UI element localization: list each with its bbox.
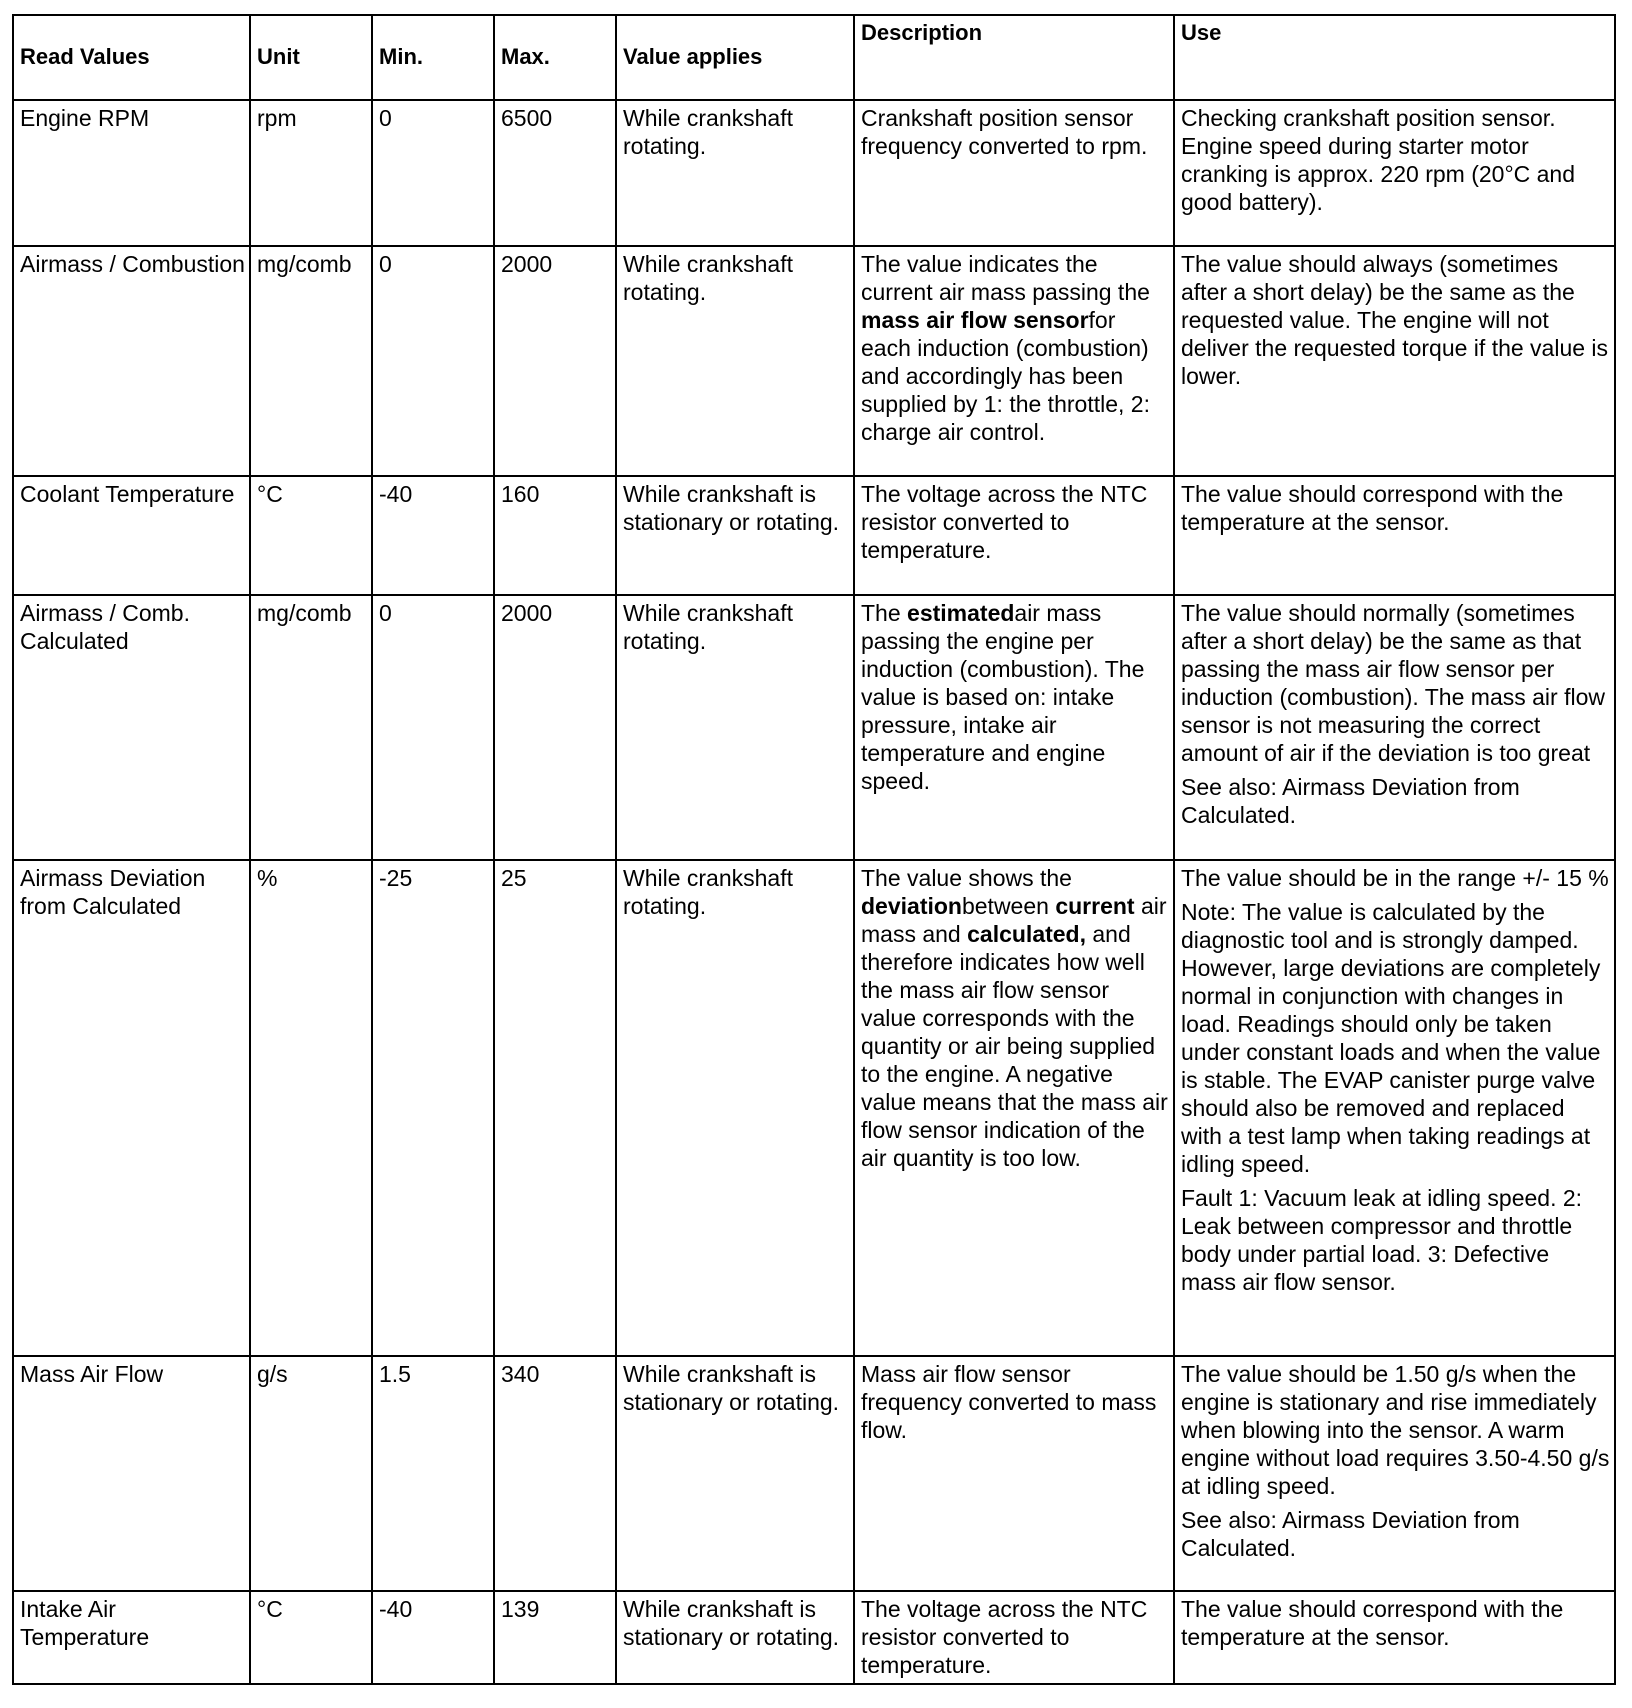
cell-value-applies: While crankshaft rotating. — [616, 860, 854, 1356]
cell-description — [854, 246, 1174, 476]
cell-read-value: Intake Air Temperature — [13, 1591, 250, 1684]
table-row — [13, 860, 1615, 1356]
cell-use — [1174, 1591, 1615, 1684]
cell-use — [1174, 100, 1615, 246]
cell-description: Mass air flow sensor frequency converted to mass flow. — [854, 1356, 1174, 1591]
table-row — [13, 100, 1615, 246]
cell-use — [1174, 595, 1615, 860]
cell-read-value: Airmass Deviation from Calculated — [13, 860, 250, 1356]
cell-value-applies: While crankshaft is stationary or rotating. — [616, 1356, 854, 1591]
description-emphasis: calculated, — [967, 921, 1086, 947]
cell-min: -40 — [372, 476, 494, 595]
cell-use — [1174, 1356, 1615, 1591]
table-row — [13, 246, 1615, 476]
cell-read-value: Coolant Temperature — [13, 476, 250, 595]
cell-max: 160 — [494, 476, 616, 595]
cell-unit: g/s — [250, 1356, 372, 1591]
cell-min: -25 — [372, 860, 494, 1356]
cell-description: The voltage across the NTC resistor converted to temperature. — [854, 476, 1174, 595]
cell-min: 1.5 — [372, 1356, 494, 1591]
cell-value-applies: While crankshaft rotating. — [616, 246, 854, 476]
description-emphasis: estimated — [907, 600, 1015, 626]
description-text: The value shows the — [861, 865, 1072, 891]
cell-unit: mg/comb — [250, 595, 372, 860]
use-paragraph: Note: The value is calculated by the diagnostic tool and is strongly damped. However, large deviations are completely normal in conjunction with changes in load. Readings should only be taken under constant loads and when the value is stable. The EVAP canister purge valve should also be removed and replaced with a test lamp when taking readings at idling speed. — [1181, 899, 1601, 1177]
description-text: and therefore indicates how well the mass air flow sensor value corresponds with the quantity or air being supplied to the engine. A negative value means that the mass air flow sensor indication of the air quantity is too low. — [861, 921, 1168, 1171]
description-text: air mass and — [861, 893, 1167, 947]
description-emphasis: mass air flow sensor — [861, 307, 1089, 333]
cell-read-value: Mass Air Flow — [13, 1356, 250, 1591]
cell-use — [1174, 246, 1615, 476]
cell-read-value: Engine RPM — [13, 100, 250, 246]
use-paragraph: The value should be in the range +/- 15 % — [1181, 865, 1609, 891]
cell-min: 0 — [372, 246, 494, 476]
use-paragraph: See also: Airmass Deviation from Calculated. — [1181, 1507, 1520, 1561]
cell-unit: % — [250, 860, 372, 1356]
table-row — [13, 1591, 1615, 1684]
use-paragraph: The value should be 1.50 g/s when the engine is stationary and rise immediately when blowing into the sensor. A warm engine without load requires 3.50-4.50 g/s at idling speed. — [1181, 1361, 1610, 1499]
cell-description: The voltage across the NTC resistor converted to temperature. — [854, 1591, 1174, 1684]
cell-min: -40 — [372, 1591, 494, 1684]
use-paragraph: The value should correspond with the temperature at the sensor. — [1181, 481, 1564, 535]
cell-max: 139 — [494, 1591, 616, 1684]
use-paragraph: The value should correspond with the temperature at the sensor. — [1181, 1596, 1564, 1650]
cell-max: 25 — [494, 860, 616, 1356]
cell-use — [1174, 476, 1615, 595]
description-text: air mass passing the engine per induction (combustion). The value is based on: intake pressure, intake air temperature and engine speed. — [861, 600, 1145, 794]
cell-value-applies: While crankshaft is stationary or rotating. — [616, 476, 854, 595]
use-paragraph: See also: Airmass Deviation from Calculated. — [1181, 774, 1520, 828]
cell-max: 2000 — [494, 246, 616, 476]
cell-max: 2000 — [494, 595, 616, 860]
cell-unit: °C — [250, 476, 372, 595]
cell-min: 0 — [372, 595, 494, 860]
cell-value-applies: While crankshaft rotating. — [616, 595, 854, 860]
header-min: Min. — [372, 15, 494, 100]
cell-max: 340 — [494, 1356, 616, 1591]
use-paragraph: Fault 1: Vacuum leak at idling speed. 2: Leak between compressor and throttle body under partial load. 3: Defective mass air flow sensor. — [1181, 1185, 1583, 1295]
cell-read-value: Airmass / Combustion — [13, 246, 250, 476]
header-max: Max. — [494, 15, 616, 100]
header-use: Use — [1174, 15, 1615, 100]
cell-value-applies: While crankshaft is stationary or rotating. — [616, 1591, 854, 1684]
cell-unit: rpm — [250, 100, 372, 246]
description-text: The — [861, 600, 908, 626]
cell-min: 0 — [372, 100, 494, 246]
header-description: Description — [854, 15, 1174, 100]
cell-unit: mg/comb — [250, 246, 372, 476]
description-emphasis: deviation — [861, 893, 962, 919]
description-text: between — [961, 893, 1056, 919]
header-read-values: Read Values — [13, 15, 250, 100]
description-text: The value indicates the current air mass passing the — [861, 251, 1150, 305]
use-paragraph: Checking crankshaft position sensor. Engine speed during starter motor cranking is approx. 220 rpm (20°C and good battery). — [1181, 105, 1576, 215]
cell-max: 6500 — [494, 100, 616, 246]
cell-description: Crankshaft position sensor frequency converted to rpm. — [854, 100, 1174, 246]
header-unit: Unit — [250, 15, 372, 100]
cell-read-value: Airmass / Comb. Calculated — [13, 595, 250, 860]
read-values-document — [12, 14, 1616, 1685]
description-emphasis: current — [1055, 893, 1135, 919]
use-paragraph: The value should always (sometimes after a short delay) be the same as the requested value. The engine will not deliver the requested torque if the value is lower. — [1181, 251, 1609, 389]
read-values-table — [12, 14, 1616, 1685]
header-value-applies: Value applies — [616, 15, 854, 100]
header-row — [13, 15, 1615, 100]
table-row — [13, 476, 1615, 595]
cell-description — [854, 595, 1174, 860]
use-paragraph: The value should normally (sometimes after a short delay) be the same as that passing the mass air flow sensor per induction (combustion). The mass air flow sensor is not measuring the correct amount of air if the deviation is too great — [1181, 600, 1605, 766]
cell-description — [854, 860, 1174, 1356]
cell-value-applies: While crankshaft rotating. — [616, 100, 854, 246]
cell-use — [1174, 860, 1615, 1356]
description-text: for each induction (combustion) and accordingly has been supplied by 1: the throttle, 2: charge air control. — [861, 307, 1150, 445]
table-row — [13, 595, 1615, 860]
cell-unit: °C — [250, 1591, 372, 1684]
table-row — [13, 1356, 1615, 1591]
